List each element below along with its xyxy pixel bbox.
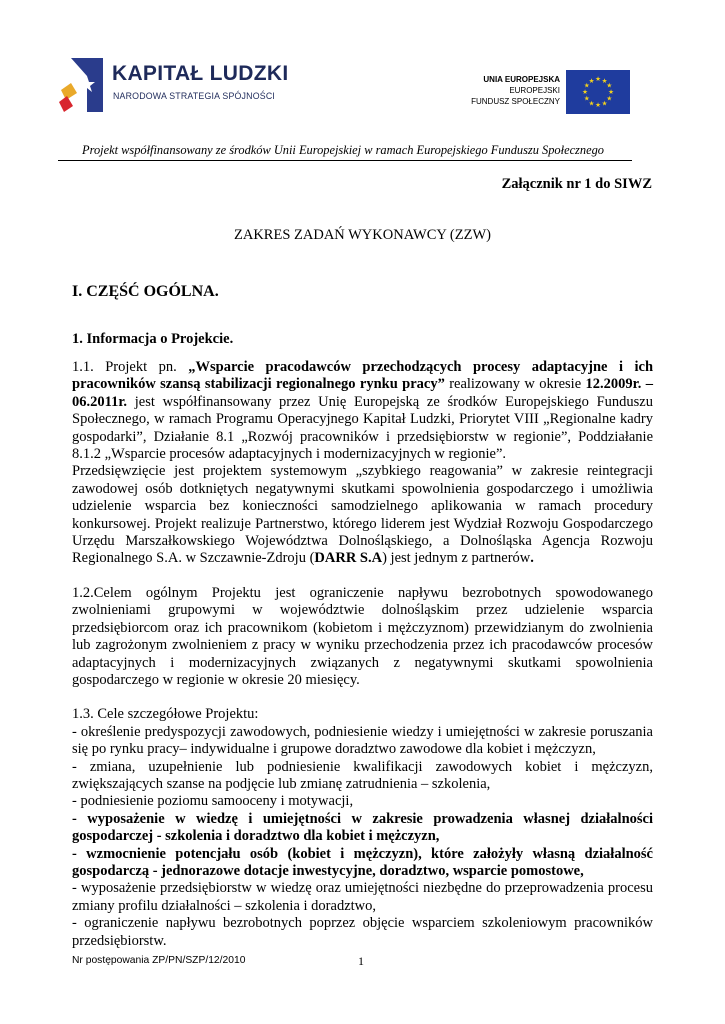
eu-star-icon: ★: [582, 89, 588, 97]
kapital-ludzki-subtitle: NARODOWA STRATEGIA SPÓJNOŚCI: [113, 91, 276, 101]
p11b-text-c: ) jest jednym z partnerów: [382, 550, 531, 567]
page-number: 1: [358, 954, 364, 968]
footer-reference: Nr postępowania ZP/PN/SZP/12/2010: [72, 955, 246, 966]
goal-item: - określenie predyspozycji zawodowych, podniesienie wiedzy i umiejętności w zakresie poruszania się po rynku pracy– indywidualne i grupowe doradztwo zawodowe dla kobiet i mężczyzn,: [72, 723, 653, 758]
goal-item: - zmiana, uzupełnienie lub podniesienie kwalifikacji zawodowych kobiet i mężczyzn, zwiększających szanse na podjęcie lub zmianę zatrudnienia – szkolenia,: [72, 758, 653, 792]
paragraph-1-1b: [72, 463, 653, 567]
project-name: „Wsparcie pracodawców przechodzących procesy adaptacyjne i ich pracowników szansą stabilizacji regionalnego rynku pracy”: [72, 359, 654, 393]
kapital-ludzki-logo: [57, 56, 289, 116]
eu-star-icon: ★: [588, 77, 595, 85]
eu-star-icon: ★: [588, 100, 595, 108]
eu-star-icon: ★: [583, 82, 590, 90]
goal-item-bold: [72, 811, 653, 846]
header-divider: [58, 160, 632, 161]
goal-item: - ograniczenie napływu bezrobotnych poprzez objęcie wsparciem szkoleniowym pracowników przedsiębiorstw.: [72, 915, 653, 949]
p11-text-a: 1.1. Projekt pn.: [72, 359, 189, 375]
subsection-heading: 1. Informacja o Projekcie.: [72, 331, 234, 347]
eu-star-icon: ★: [601, 100, 608, 108]
goal-item-bold-text: - wyposażenie w wiedzę i umiejętności w zakresie prowadzenia własnej działalności gospodarczej - szkolenia i doradztwo dla kobiet i mężczyzn,: [72, 810, 653, 845]
goal-item: - wyposażenie przedsiębiorstw w wiedzę oraz umiejętności niezbędne do przeprowadzenia procesu zmiany profilu działalności – szkolenia i doradztwo,: [72, 880, 653, 914]
eu-logo-line2: EUROPEJSKI: [509, 86, 560, 95]
eu-logo-text: [471, 74, 560, 107]
document-body: [72, 359, 653, 950]
document-title: ZAKRES ZADAŃ WYKONAWCY (ZZW): [234, 227, 491, 243]
project-period: 12.2009r. – 06.2011r.: [72, 376, 653, 410]
p11-text-c: realizowany w okresie: [444, 376, 586, 393]
eu-star-icon: ★: [601, 77, 608, 85]
paragraph-1-1: [72, 359, 653, 463]
goal-item-bold-text: - wzmocnienie potencjału osób (kobiet i mężczyzn), które założyły własną działalność gospodarczą - jednorazowe dotacje inwestycyjne, doradztwo, wsparcie pomostowe,: [72, 845, 653, 879]
attachment-label: Załącznik nr 1 do SIWZ: [501, 176, 652, 192]
kapital-ludzki-emblem-icon: [57, 56, 105, 114]
p11b-text-a: Przedsięwzięcie jest projektem systemowym „szybkiego reagowania” w zakresie reintegracji zawodowej osób dotkniętych negatywnymi skutkami spowolnienia gospodarczego i umożliwia udzielenie wsparcia bez konieczności samodzielnego aplikowania w ramach procedury konkursowej. Projekt realizuje Partnerstwo, którego liderem jest Wydział Rozwoju Gospodarczego Urzędu Marszałkowskiego Województwa Dolnośląskiego, a Dolnośląska Agencja Rozwoju Regionalnego S.A. w Szczawnie-Zdroju (: [72, 463, 653, 567]
eu-star-icon: ★: [606, 95, 613, 103]
partner-name: DARR S.A: [314, 550, 383, 567]
eu-logo-line1: UNIA EUROPEJSKA: [483, 75, 560, 84]
eu-logo: [455, 70, 630, 116]
paragraph-1-3-heading: 1.3. Cele szczegółowe Projektu:: [72, 706, 259, 723]
funding-note: Projekt współfinansowany ze środków Unii Europejskiej w ramach Europejskiego Funduszu Społecznego: [82, 143, 604, 157]
goal-item: - podniesienie poziomu samooceny i motywacji,: [72, 793, 354, 810]
eu-star-icon: ★: [595, 76, 601, 84]
p11-text-e: jest współfinansowany przez Unię Europejską ze środków Europejskiego Funduszu Społecznego, w ramach Programu Operacyjnego Kapitał Ludzki, Priorytet VIII „Regionalne kadry gospodarki”, Działanie 8.1 „Rozwój pracowników i przedsiębiorstw w regionie”, Poddziałanie 8.1.2 „Wsparcie procesów adaptacyjnych i modernizacyjnych w regionie”.: [72, 393, 653, 463]
p11b-period: .: [530, 550, 534, 567]
eu-logo-line3: FUNDUSZ SPOŁECZNY: [471, 97, 560, 106]
section-heading: I. CZĘŚĆ OGÓLNA.: [72, 283, 219, 300]
eu-star-icon: ★: [608, 89, 614, 97]
goal-item-bold: [72, 846, 653, 881]
eu-star-icon: ★: [583, 95, 590, 103]
eu-star-icon: ★: [595, 102, 601, 110]
eu-star-icon: ★: [606, 82, 613, 90]
kapital-ludzki-title: KAPITAŁ LUDZKI: [112, 62, 289, 85]
eu-flag-icon: [566, 70, 630, 114]
paragraph-1-2: 1.2.Celem ogólnym Projektu jest ograniczenie napływu bezrobotnych spowodowanego zwolnieniami grupowymi w województwie dolnośląskim przez udzielenie wsparcia przedsiębiorcom oraz ich pracownikom (kobietom i mężczyznom) przewidzianym do zwolnienia lub zagrożonym zwolnieniem z pracy w wyniku przechodzenia przez ich pracodawców procesów adaptacyjnych i modernizacyjnych związanych z negatywnymi skutkami spowolnienia gospodarczego w regionie w okresie 20 miesięcy.: [72, 584, 653, 688]
